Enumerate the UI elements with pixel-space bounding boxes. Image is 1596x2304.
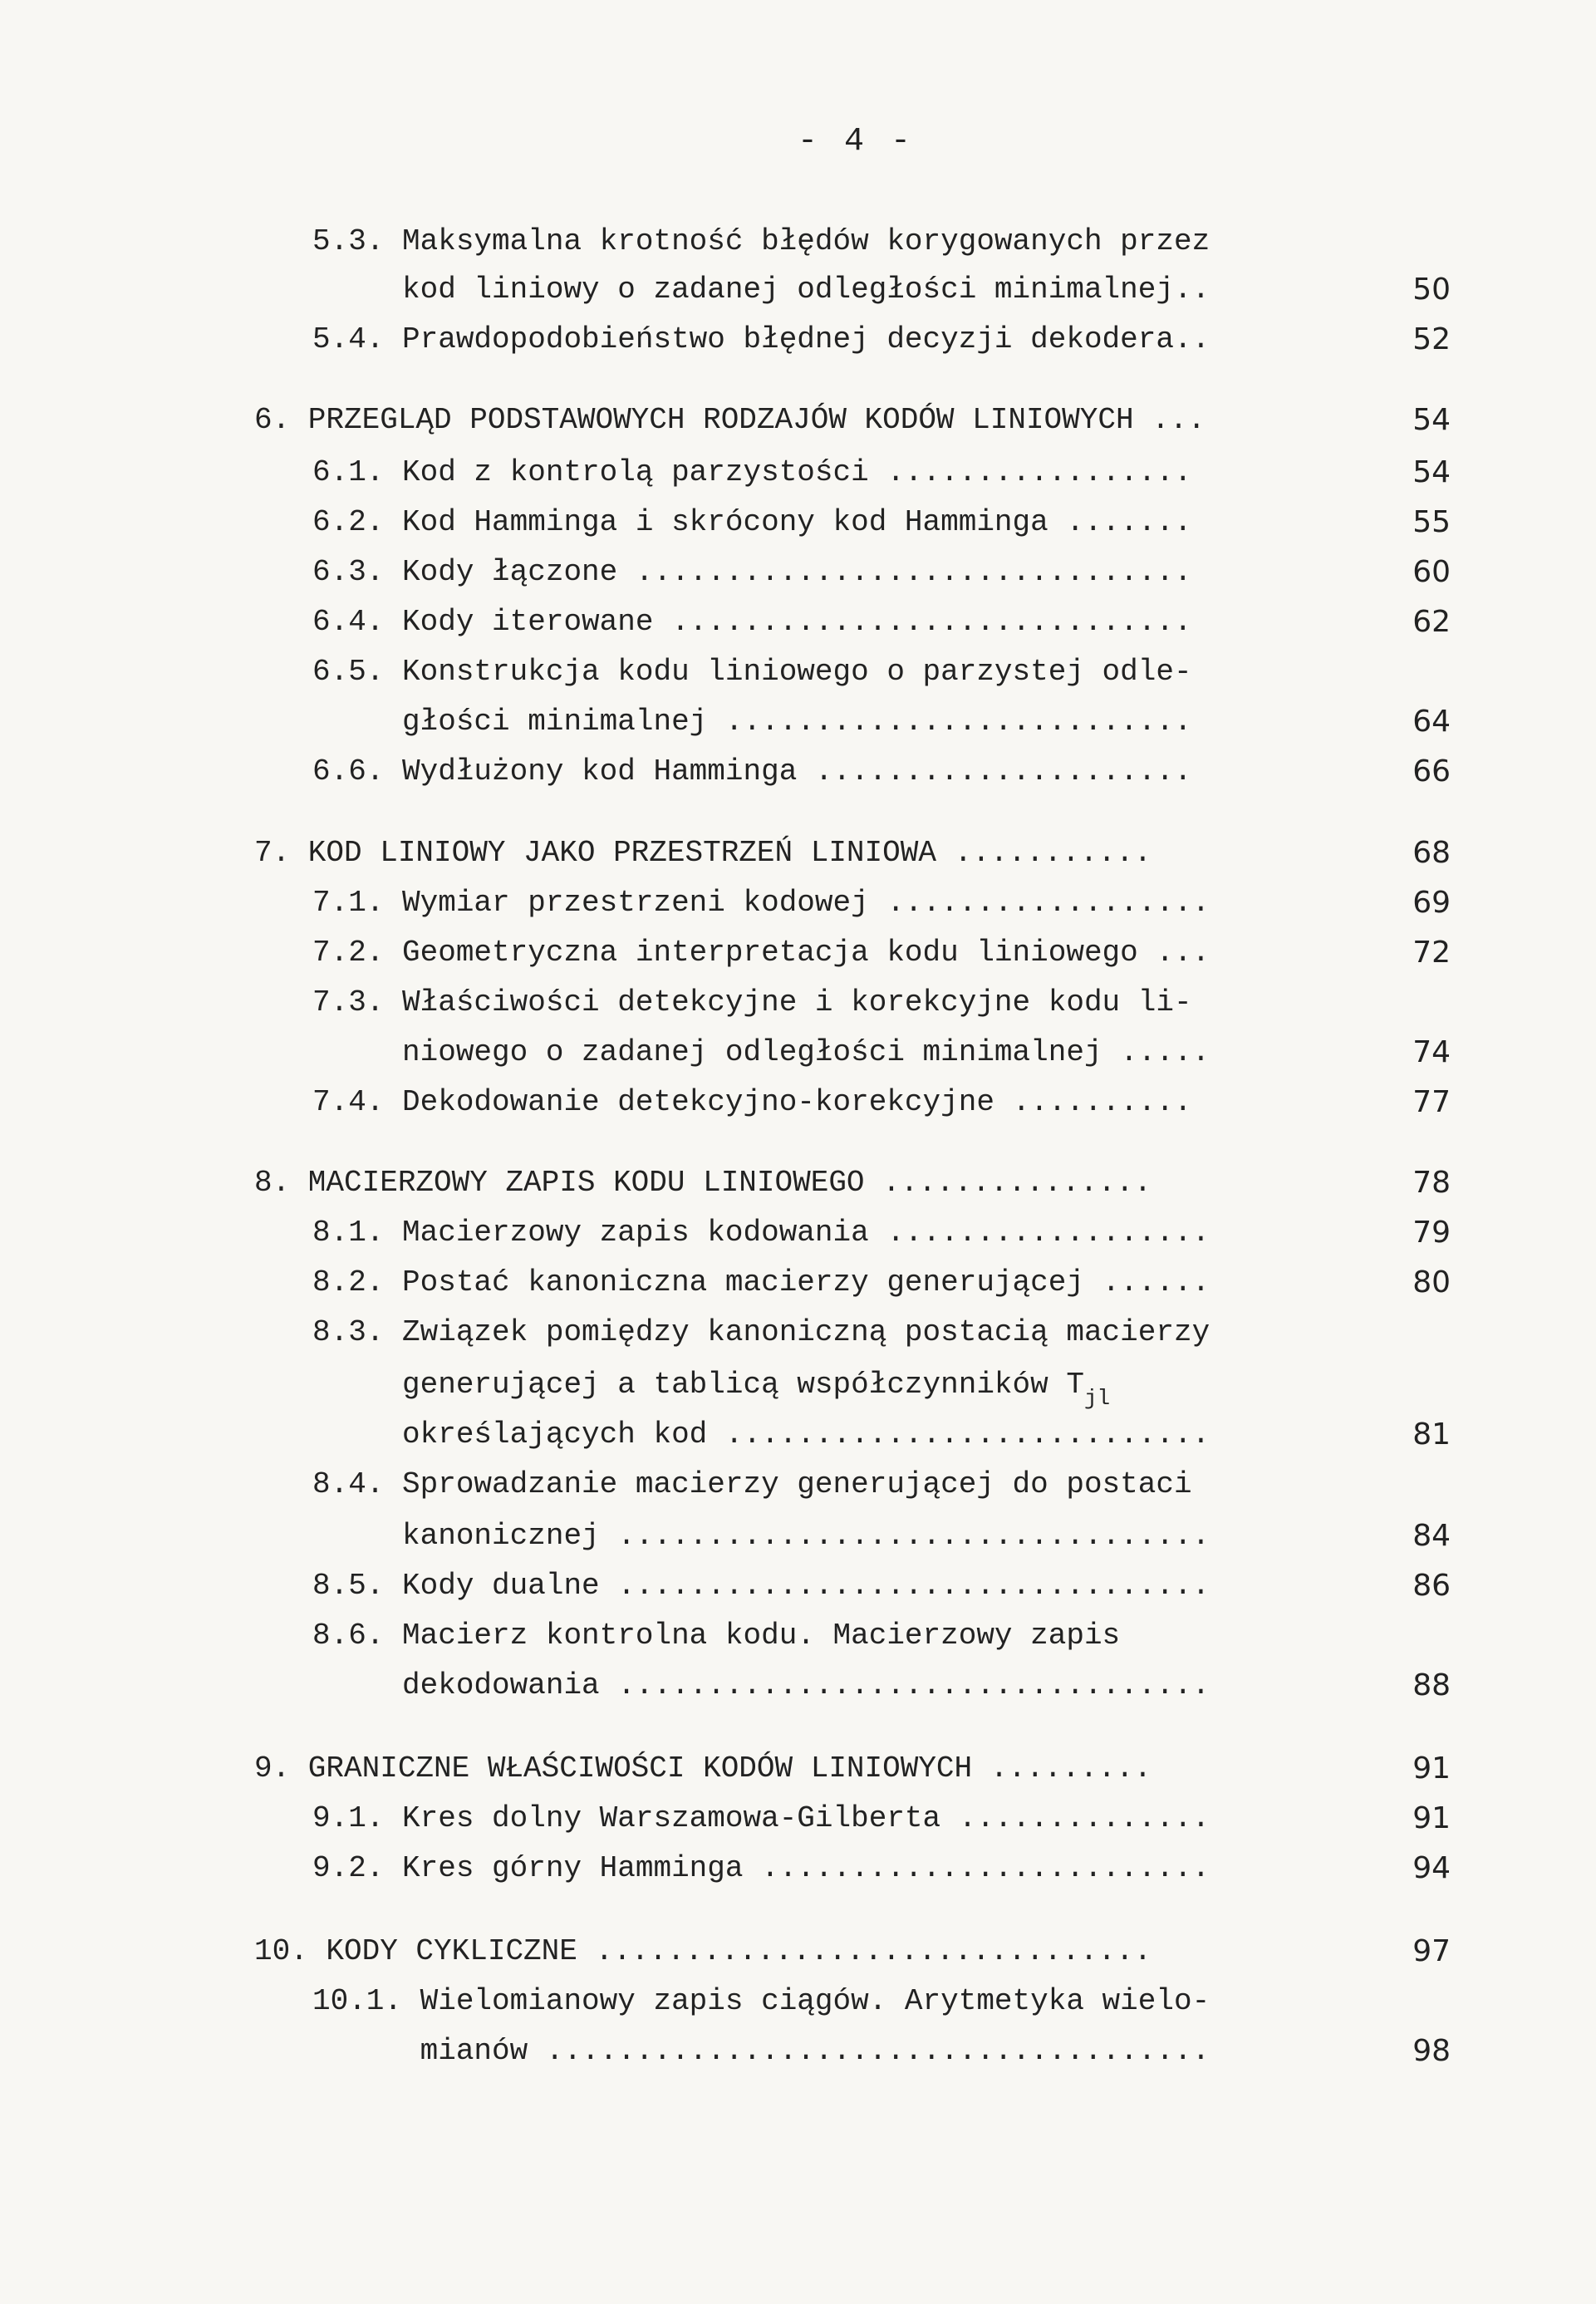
toc-text: niowego o zadanej odległości minimalnej ..... (312, 1035, 1211, 1069)
toc-text: 8.5. Kody dualne ................................. (312, 1569, 1211, 1603)
toc-page-number: 69 (1412, 886, 1451, 920)
toc-text: 6.2. Kod Hamminga i skrócony kod Hamminga ....... (312, 505, 1192, 539)
toc-text: 6.3. Kody łączone ............................... (312, 555, 1192, 589)
toc-text: 6.6. Wydłużony kod Hamminga ..................... (312, 754, 1192, 788)
toc-page-number: 64 (1412, 705, 1451, 739)
toc-text: 5.3. Maksymalna krotność błędów korygowanych przez (312, 224, 1211, 258)
toc-page-number: 60 (1412, 555, 1451, 589)
toc-text: 6. PRZEGLĄD PODSTAWOWYCH RODZAJÓW KODÓW LINIOWYCH ... (254, 403, 1206, 437)
toc-line (0, 648, 1596, 696)
toc-page-number: 54 (1412, 403, 1451, 437)
toc-text: 9.1. Kres dolny Warszamowa-Gilberta .............. (312, 1801, 1211, 1835)
toc-text: 7.1. Wymiar przestrzeni kodowej .................. (312, 886, 1211, 920)
toc-text: 6.5. Konstrukcja kodu liniowego o parzystej odle- (312, 655, 1192, 689)
toc-text: 6.1. Kod z kontrolą parzystości ................. (312, 455, 1192, 489)
toc-page-number: 68 (1412, 836, 1451, 870)
toc-page-number: 91 (1412, 1751, 1451, 1786)
toc-line (0, 2027, 1596, 2076)
toc-page-number: 74 (1412, 1035, 1451, 1069)
toc-text: generującej a tablicą współczynników $T_{jl}$ (312, 1368, 1111, 1411)
toc-line (0, 1461, 1596, 1509)
toc-text: 7.3. Właściwości detekcyjne i korekcyjne kodu li- (312, 985, 1192, 1019)
toc-page-number: 77 (1412, 1085, 1451, 1119)
toc-line (0, 1029, 1596, 1077)
toc-line (0, 449, 1596, 497)
toc-line (0, 499, 1596, 547)
toc-line (0, 266, 1596, 314)
toc-page-number: 50 (1412, 273, 1451, 307)
toc-line (0, 1512, 1596, 1560)
toc-line (0, 1977, 1596, 2026)
toc-text: 10. KODY CYKLICZNE ............................... (254, 1934, 1152, 1968)
toc-line (0, 1612, 1596, 1660)
toc-line (0, 1209, 1596, 1257)
toc-text: dekodowania ................................. (312, 1668, 1211, 1702)
toc-text: kod liniowy o zadanej odległości minimalnej.. (312, 273, 1211, 307)
toc-page-number: 78 (1412, 1166, 1451, 1200)
toc-line (0, 1562, 1596, 1610)
toc-page-number: 52 (1412, 322, 1451, 356)
toc-text: określających kod ........................... (312, 1417, 1211, 1452)
toc-page-number: 86 (1412, 1569, 1451, 1603)
toc-page-number: 54 (1412, 455, 1451, 489)
toc-page-number: 88 (1412, 1668, 1451, 1702)
toc-line (0, 1309, 1596, 1357)
toc-line (0, 1078, 1596, 1127)
subscript-text: jl (1083, 1386, 1111, 1411)
toc-page-number: 91 (1412, 1801, 1451, 1835)
toc-text: 7.4. Dekodowanie detekcyjno-korekcyjne .......... (312, 1085, 1192, 1119)
toc-line (0, 829, 1596, 877)
toc-line (0, 879, 1596, 927)
page-number: - 4 - (798, 123, 915, 160)
toc-line (0, 316, 1596, 364)
toc-page-number: 62 (1412, 605, 1451, 639)
toc-line (0, 979, 1596, 1027)
toc-line (0, 598, 1596, 646)
toc-text: kanonicznej ................................. (312, 1519, 1211, 1553)
toc-line (0, 1745, 1596, 1793)
toc-text: 8. MACIERZOWY ZAPIS KODU LINIOWEGO ............... (254, 1166, 1152, 1200)
toc-text: 8.2. Postać kanoniczna macierzy generującej ...... (312, 1265, 1211, 1299)
toc-page-number: 81 (1412, 1417, 1451, 1452)
toc-page-number: 80 (1412, 1265, 1451, 1299)
toc-line (0, 929, 1596, 977)
toc-line (0, 1411, 1596, 1459)
toc-text: 5.4. Prawdopodobieństwo błędnej decyzji dekodera.. (312, 322, 1211, 356)
toc-line (0, 1662, 1596, 1710)
toc-page-number: 94 (1412, 1851, 1451, 1885)
toc-text: 10.1. Wielomianowy zapis ciągów. Arytmetyka wielo- (312, 1984, 1211, 2018)
toc-text: 7.2. Geometryczna interpretacja kodu liniowego ... (312, 936, 1211, 970)
toc-text: 8.1. Macierzowy zapis kodowania .................. (312, 1216, 1211, 1250)
toc-page-number: 66 (1412, 754, 1451, 788)
toc-text: głości minimalnej .......................... (312, 705, 1192, 739)
toc-line (0, 698, 1596, 746)
toc-text: mianów ..................................... (312, 2034, 1211, 2068)
toc-text: 8.3. Związek pomiędzy kanoniczną postacią macierzy (312, 1315, 1211, 1349)
toc-page-number: 72 (1412, 936, 1451, 970)
toc-page-number: 84 (1412, 1519, 1451, 1553)
toc-text: 9.2. Kres górny Hamminga ......................... (312, 1851, 1211, 1885)
toc-line (0, 396, 1596, 445)
toc-page-number: 98 (1412, 2034, 1451, 2068)
toc-line (0, 1928, 1596, 1976)
toc-line (0, 1259, 1596, 1307)
toc-page-number: 55 (1412, 505, 1451, 539)
toc-line (0, 1159, 1596, 1207)
toc-text: 8.6. Macierz kontrolna kodu. Macierzowy zapis (312, 1619, 1121, 1653)
toc-text: 8.4. Sprowadzanie macierzy generującej do postaci (312, 1467, 1192, 1501)
toc-line (0, 218, 1596, 266)
toc-line (0, 748, 1596, 796)
toc-text: 9. GRANICZNE WŁAŚCIWOŚCI KODÓW LINIOWYCH ......... (254, 1751, 1152, 1786)
toc-line (0, 1361, 1596, 1409)
toc-line (0, 1845, 1596, 1893)
toc-text: 7. KOD LINIOWY JAKO PRZESTRZEŃ LINIOWA ........... (254, 836, 1152, 870)
toc-line (0, 548, 1596, 597)
toc-line (0, 1795, 1596, 1843)
toc-page-number: 79 (1412, 1216, 1451, 1250)
toc-text: 6.4. Kody iterowane ............................. (312, 605, 1192, 639)
toc-page-number: 97 (1412, 1934, 1451, 1968)
